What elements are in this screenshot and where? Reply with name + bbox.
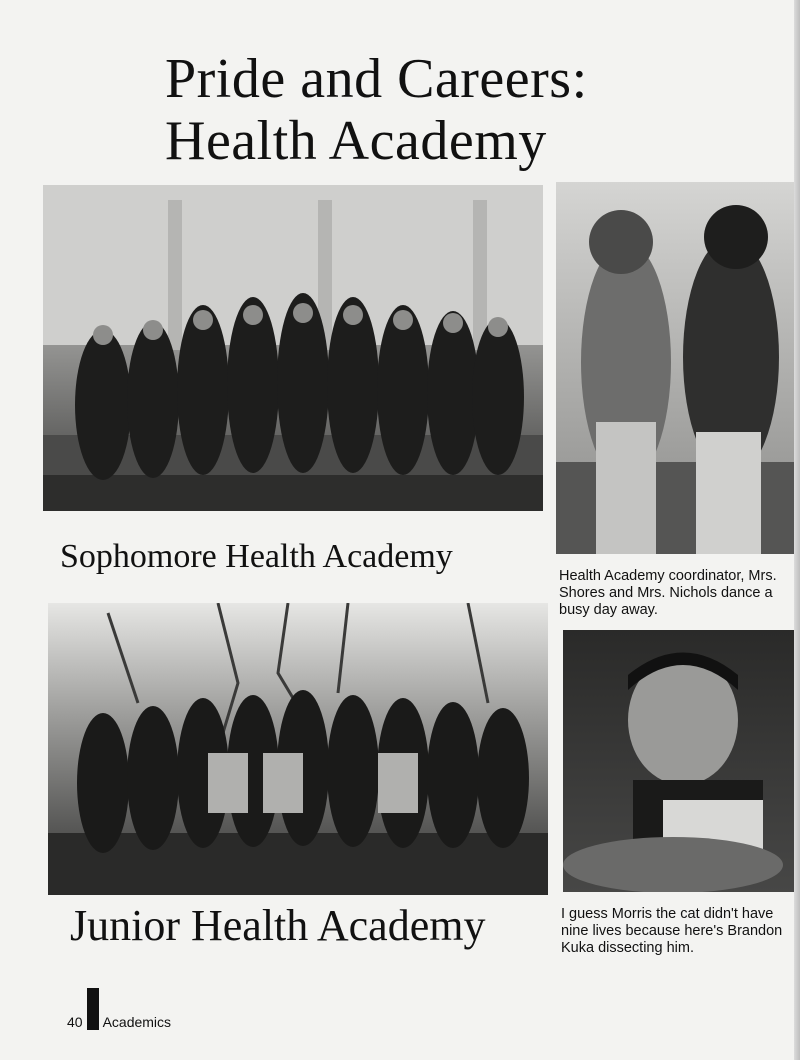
coordinators-caption: Health Academy coordinator, Mrs. Shores and Mrs. Nichols dance a busy day away. [559,568,777,618]
sophomore-heading: Sophomore Health Academy [60,538,453,575]
title-line-2: Health Academy [165,110,547,172]
title-line-1: Pride and Careers: [165,48,588,110]
footer-bar [87,988,99,1030]
junior-group-photo [48,603,548,895]
junior-heading: Junior Health Academy [70,901,486,950]
brandon-dissecting-photo [563,630,800,892]
page-footer [67,988,171,1030]
page-edge-shadow [794,0,800,1060]
page-number: 40 [67,1014,83,1030]
section-label: Academics [102,1014,172,1030]
page-title [165,48,588,172]
sophomore-group-photo [43,185,543,511]
brandon-caption: I guess Morris the cat didn't have nine lives because here's Brandon Kuka dissecting him. [561,906,783,956]
coordinators-dancing-photo [556,182,800,554]
